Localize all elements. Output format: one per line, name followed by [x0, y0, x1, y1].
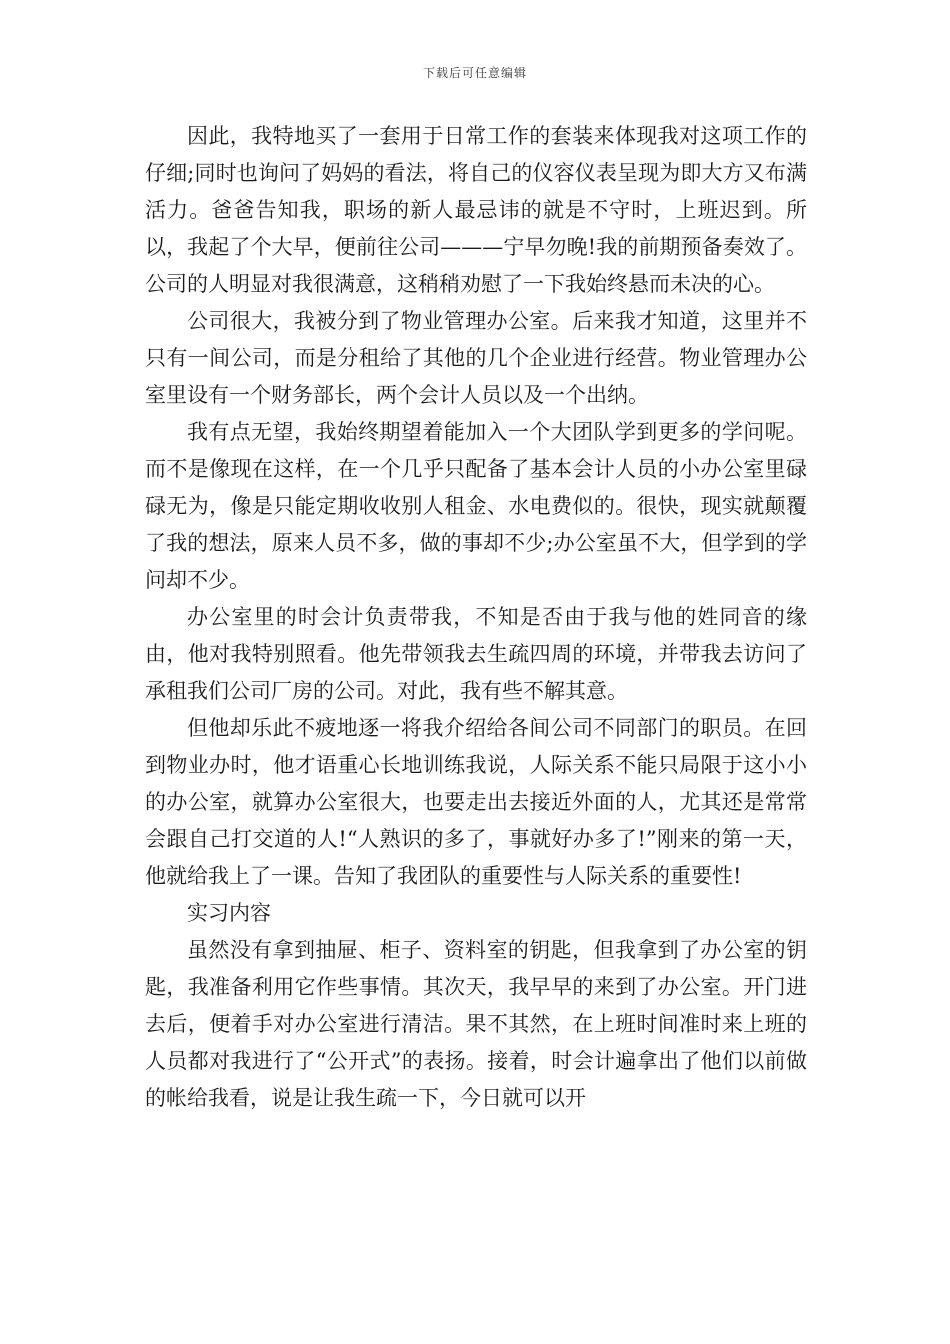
paragraph: 办公室里的时会计负责带我，不知是否由于我与他的姓同音的缘由，他对我特别照看。他先带领我去生疏四周的环境，并带我去访问了承租我们公司厂房的公司。对此，我有些不解其意。 — [145, 605, 807, 703]
paragraph: 虽然没有拿到抽屉、柜子、资料室的钥匙，但我拿到了办公室的钥匙，我准备利用它作些事情。其次天，我早早的来到了办公室。开门进去后，便着手对办公室进行清洁。果不其然，在上班时间准时来上班的人员都对我进行了“公开式”的表扬。接着，时会计遍拿出了他们以前做的帐给我看，说是让我生疏一下，今日就可以开 — [145, 938, 807, 1110]
section-heading: 实习内容 — [187, 901, 271, 925]
paragraph: 我有点无望，我始终期望着能加入一个大团队学到更多的学问呢。而不是像现在这样，在一个几乎只配备了基本会计人员的小办公室里碌碌无为，像是只能定期收收别人租金、水电费似的。很快，现实就颠覆了我的想法，原来人员不多，做的事却不少;办公室虽不大，但学到的学问却不少。 — [145, 420, 807, 592]
document-body — [145, 118, 807, 1117]
paragraph: 因此，我特地买了一套用于日常工作的套装来体现我对这项工作的仔细;同时也询问了妈妈的看法，将自己的仪容仪表呈现为即大方又布满活力。爸爸告知我，职场的新人最忌讳的就是不守时，上班迟到。所以，我起了个大早，便前往公司———宁早勿晚!我的前期预备奏效了。公司的人明显对我很满意，这稍稍劝慰了一下我始终悬而未决的心。 — [145, 124, 807, 296]
paragraph: 但他却乐此不疲地逐一将我介绍给各间公司不同部门的职员。在回到物业办时，他才语重心长地训练我说，人际关系不能只局限于这小小的办公室，就算办公室很大，也要走出去接近外面的人，尤其还是常常会跟自己打交道的人!“人熟识的多了，事就好办多了!”刚来的第一天，他就给我上了一课。告知了我团队的重要性与人际关系的重要性! — [145, 716, 807, 888]
page-header: 下载后可任意编辑 — [422, 66, 527, 80]
paragraph: 公司很大，我被分到了物业管理办公室。后来我才知道，这里并不只有一间公司，而是分租给了其他的几个企业进行经营。物业管理办公室里设有一个财务部长，两个会计人员以及一个出纳。 — [145, 309, 807, 407]
